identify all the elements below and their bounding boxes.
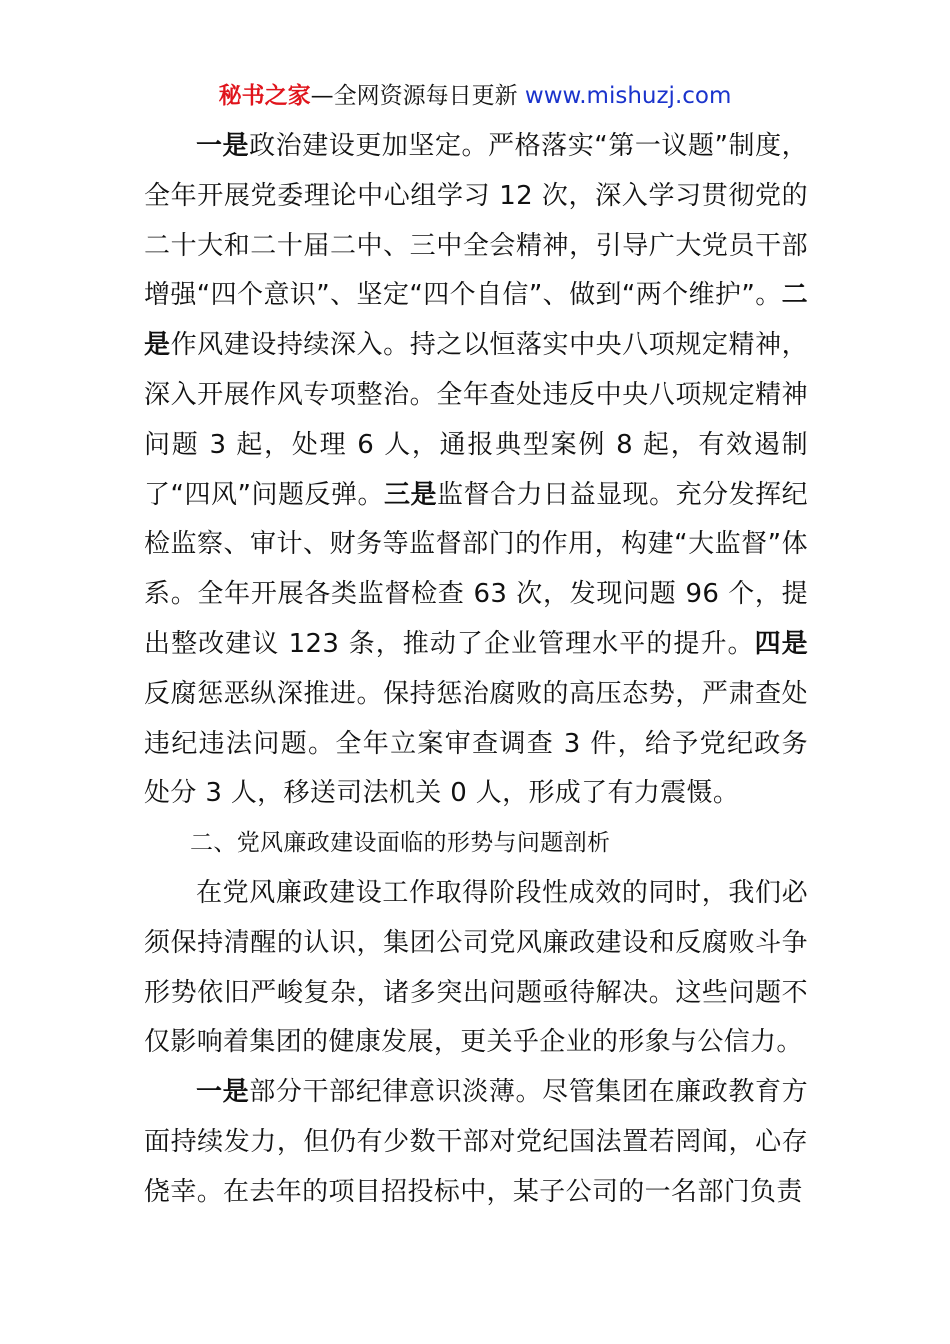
lead-phrase: 一是 <box>196 1077 250 1108</box>
paragraph-problem-one <box>144 1068 808 1217</box>
paragraph-achievements <box>144 122 808 819</box>
section-heading: 二、党风廉政建设面临的形势与问题剖析 <box>190 830 611 857</box>
lead-phrase: 二是 <box>144 280 808 361</box>
page-header <box>0 80 950 112</box>
lead-phrase: 一是 <box>196 131 250 161</box>
paragraph-text: 监督合力日益显现。充分发挥纪检监察、审计、财务等监督部门的作用，构建“大监督”体系。全年开展各类监督检查 63 次，发现问题 96 个，提出整改建议 123 条，推动了企业管理水平的提升。 <box>144 479 808 659</box>
paragraph-situation <box>144 869 808 1068</box>
paragraph-text: 作风建设持续深入。持之以恒落实中央八项规定精神，深入开展作风专项整治。全年查处违反中央八项规定精神问题 3 起，处理 6 人，通报典型案例 8 起，有效遏制了“四风”问题反弹。 <box>144 330 808 510</box>
header-site-link[interactable]: www.mishuzj.com <box>524 83 732 109</box>
paragraph-text: 在党风廉政建设工作取得阶段性成效的同时，我们必须保持清醒的认识，集团公司党风廉政建设和反腐败斗争形势依旧严峻复杂，诸多突出问题亟待解决。这些问题不仅影响着集团的健康发展，更关乎企业的形象与公信力。 <box>144 877 808 1058</box>
lead-phrase: 三是 <box>384 479 438 510</box>
lead-phrase: 四是 <box>754 628 809 659</box>
document-body <box>144 122 808 1218</box>
paragraph-text: 反腐惩恶纵深推进。保持惩治腐败的高压态势，严肃查处违纪违法问题。全年立案审查调查 3 件，给予党纪政务处分 3 人，移送司法机关 0 人，形成了有力震慑。 <box>144 678 808 809</box>
header-tagline: —全网资源每日更新 <box>310 83 525 109</box>
header-brand: 秘书之家 <box>218 83 311 109</box>
paragraph-text: 部分干部纪律意识淡薄。尽管集团在廉政教育方面持续发力，但仍有少数干部对党纪国法置若罔闻，心存侥幸。在去年的项目招投标中，某子公司的一名部门负责 <box>144 1077 808 1207</box>
paragraph-text: 政治建设更加坚定。严格落实“第一议题”制度，全年开展党委理论中心组学习 12 次，深入学习贯彻党的二十大和二十届二中、三中全会精神，引导广大党员干部增强“四个意识”、坚定“四个自信”、做到“两个维护”。 <box>144 131 809 311</box>
